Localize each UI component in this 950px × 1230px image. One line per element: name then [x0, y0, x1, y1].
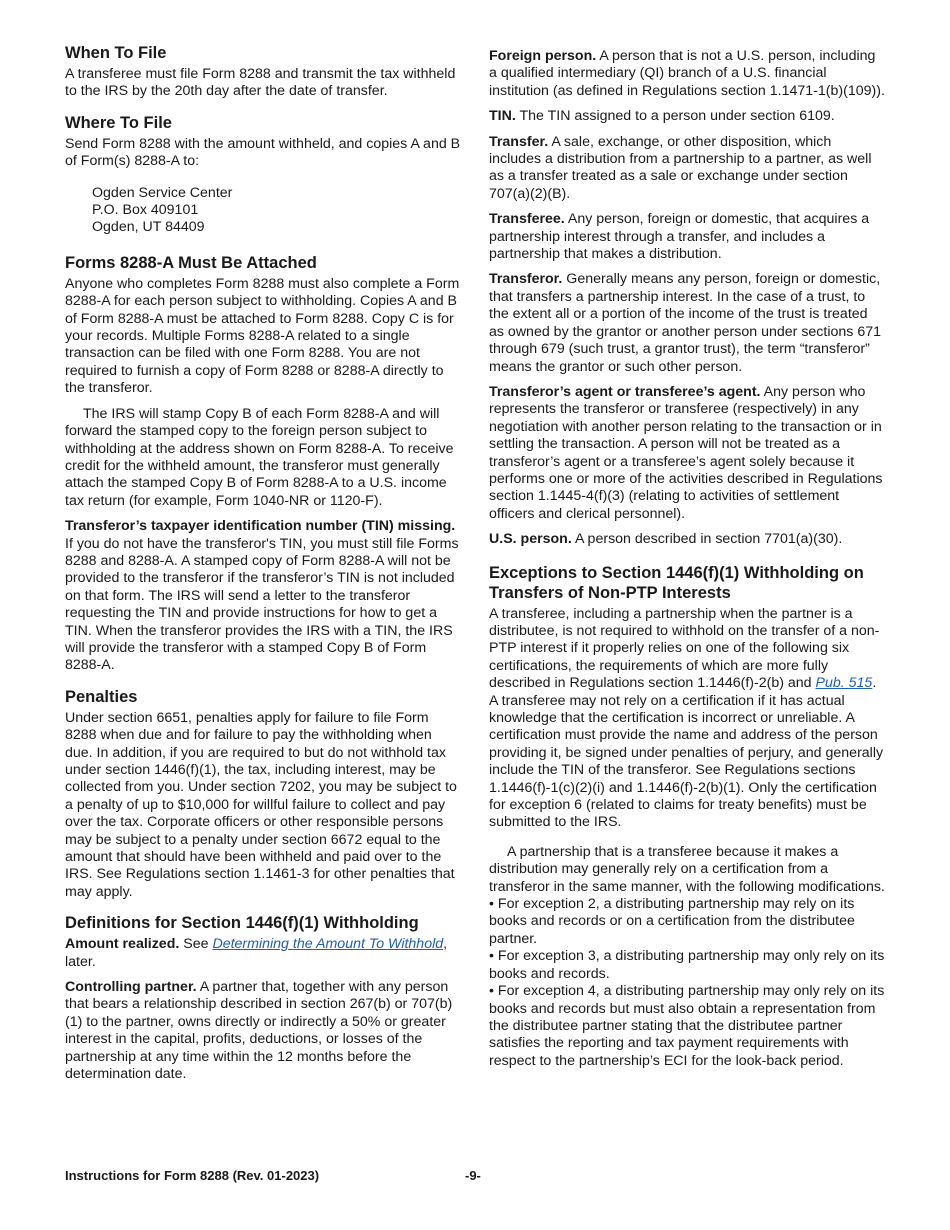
heading-exceptions: Exceptions to Section 1446(f)(1) Withholding on Transfers of Non-PTP Interests [489, 563, 864, 602]
agent-term: Transferor’s agent or transferee’s agent. [489, 383, 761, 400]
pub-515-link[interactable]: Pub. 515 [815, 675, 873, 692]
agent-text: Any person who represents the transferor or transferee (respectively) in any negotiation with another person relating to the transaction or in settling the transaction. A person will not be treated as a transferor’s agent or a transferee’s agent solely because it performs one or more of the activities described in Regulations section 1.1445-4(f)(3) (relating to activities of settlement officers and clerical personnel). [489, 383, 883, 522]
section-exceptions [489, 563, 885, 1071]
left-column [65, 43, 462, 1094]
amount-realized-paragraph [65, 936, 462, 971]
controlling-partner-term: Controlling partner. [65, 979, 197, 996]
list-item [489, 896, 885, 948]
transfer-term: Transfer. [489, 133, 549, 150]
section-forms-attached [65, 253, 462, 675]
amount-realized-text: See [179, 936, 213, 953]
tin-term: TIN. [489, 108, 516, 125]
heading-definitions: Definitions for Section 1446(f)(1) Withholding [65, 914, 419, 933]
heading-forms-attached: Forms 8288-A Must Be Attached [65, 253, 317, 272]
section-penalties [65, 687, 462, 901]
transferor-term: Transferor. [489, 271, 563, 288]
forms-attached-p2: The IRS will stamp Copy B of each Form 8288-A and will forward the stamped copy to the foreign person subject to withholding at the address shown on Form 8288-A. To receive credit for the withheld amount, the transferor must generally attach the stamped Copy B of Form 8288-A to a U.S. income tax return (for example, Form 1040-NR or 1120-F). [65, 405, 454, 509]
foreign-person-term: Foreign person. [489, 48, 597, 64]
exceptions-p2: A partnership that is a transferee because it makes a distribution may generally rely on a certification from a transferor in the same manner, with the following modifications. [489, 843, 885, 895]
foreign-person-text: A person that is not a U.S. person, including a qualified intermediary (QI) branch of a U.S. financial institution (as defined in Regulations section 1.1471-1(b)(109)). [489, 48, 885, 99]
bullet-icon: • [489, 983, 498, 1000]
foreign-person-paragraph [489, 48, 885, 100]
when-to-file-text: A transferee must file Form 8288 and transmit the tax withheld to the IRS by the 20th day after the date of transfer. [65, 66, 456, 100]
agent-paragraph [489, 384, 885, 523]
us-person-term: U.S. person. [489, 531, 572, 548]
amount-realized-term: Amount realized. [65, 936, 180, 953]
address-line: Ogden Service Center [92, 184, 233, 201]
tin-missing-paragraph [65, 518, 462, 675]
transferor-text: Generally means any person, foreign or domestic, that transfers a partnership interest. In the case of a trust, to the extent all or a portion of the income of the trust is treated as owned by the grantor or another person under sections 671 through 679 (such trust, a grantor trust), the term “transferor” means the grantor or such other person. [489, 271, 881, 375]
address-line: Ogden, UT 84409 [92, 219, 205, 236]
tin-missing-term: Transferor’s taxpayer identification number (TIN) missing. [65, 518, 456, 535]
exceptions-p1 [489, 606, 885, 832]
heading-where-to-file: Where To File [65, 113, 172, 132]
transferee-paragraph [489, 211, 885, 263]
controlling-partner-text: A partner that, together with any person that bears a relationship described in section 267(b) or 707(b)(1) to the partner, owns directly or indirectly a 50% or greater interest in the capital, profits, deductions, or losses of the partnership at any time within the 12 months before the determination date. [65, 979, 453, 1083]
where-to-file-text: Send Form 8288 with the amount withheld, and copies A and B of Form(s) 8288-A to: [65, 135, 461, 170]
address-line: P.O. Box 409101 [92, 202, 199, 219]
bullet-icon: • [489, 896, 498, 913]
transferor-paragraph [489, 271, 885, 375]
forms-attached-p1: Anyone who completes Form 8288 must also complete a Form 8288-A for each person subject to withholding. Copies A and B of Form 8288-A must be attached to Form 8288. Copy C is for your records. Multiple Forms 8288-A related to a single transaction can be filed with one Form 8288. You are not required to furnish a copy of Form 8288 or 8288-A directly to the transferor. [65, 275, 460, 397]
tin-missing-text: If you do not have the transferor's TIN, you must still file Forms 8288 and 8288-A. A stamped copy of Form 8288-A will not be provided to the transferor if the transferor’s TIN is not included on that form. The IRS will send a letter to the transferor requesting the TIN and provide instructions for how to get a TIN. When the transferor provides the IRS with a TIN, the IRS will provide the transferor with a stamped Copy B of Form 8288-A. [65, 535, 459, 674]
right-column [489, 48, 885, 1080]
transfer-paragraph [489, 134, 885, 204]
list-item [489, 948, 885, 983]
transfer-text: A sale, exchange, or other disposition, which includes a distribution from a partnership to a partner, as well as a transfer treated as a sale or exchange under section 707(a)(2)(B). [489, 133, 872, 202]
exceptions-p1-text-cont: . A transferee may not rely on a certification if it has actual knowledge that the certification is incorrect or unreliable. A certification must provide the name and address of the person providing it, be signed under penalties of perjury, and generally include the TIN of the transferor. See Regulations sections 1.1446(f)-1(c)(2)(i) and 1.1446(f)-2(b)(1). Only the certification for exception 6 (related to claims for treaty benefits) must be submitted to the IRS. [489, 675, 884, 831]
list-item [489, 983, 885, 1070]
mailing-address [92, 185, 462, 237]
heading-when-to-file: When To File [65, 44, 167, 62]
transferee-term: Transferee. [489, 211, 565, 228]
us-person-paragraph [489, 531, 885, 548]
us-person-text: A person described in section 7701(a)(30). [571, 531, 843, 548]
exceptions-p1-text: A transferee, including a partnership when the partner is a distributee, is not required to withhold on the transfer of a non-PTP interest if it properly relies on one of the following six certifications, the requirements of which are more fully described in Regulations section 1.1446(f)-2(b) and [489, 605, 880, 692]
footer-form-title: Instructions for Form 8288 (Rev. 01-2023) [65, 1168, 320, 1183]
section-where-to-file [65, 113, 462, 237]
determining-amount-link[interactable]: Determining the Amount To Withhold [212, 936, 444, 953]
transferee-text: Any person, foreign or domestic, that acquires a partnership interest through a transfer, and includes a partnership that makes a distribution. [489, 211, 870, 263]
amount-realized-suffix: , later. [65, 936, 448, 970]
page-footer [65, 1168, 885, 1186]
tin-text: The TIN assigned to a person under section 6109. [515, 108, 835, 125]
bullet-icon: • [489, 948, 498, 965]
bullet-text: For exception 2, a distributing partnership may rely on its books and records or on a certification from the distributee partner. [489, 896, 855, 947]
bullet-text: For exception 4, a distributing partnership may only rely on its books and records but must also obtain a representation from the distributee partner stating that the distributee partner satisfies the reporting and tax payment requirements with respect to the partnership’s ECI for the look-back period. [489, 983, 885, 1069]
section-when-to-file [65, 43, 462, 101]
section-definitions [65, 913, 462, 1083]
controlling-partner-paragraph [65, 979, 462, 1083]
tin-paragraph [489, 108, 885, 125]
penalties-text: Under section 6651, penalties apply for failure to file Form 8288 when due and for failure to pay the withholding when due. In addition, if you are required to but do not withhold tax under section 1446(f)(1), the tax, including interest, may be collected from you. Under section 7202, you may be subject to a penalty of up to $10,000 for willful failure to collect and pay over the tax. Corporate officers or other responsible persons may be subject to a penalty under section 6672 equal to the amount that should have been withheld and paid over to the IRS. See Regulations section 1.1461-3 for other penalties that may apply. [65, 709, 457, 900]
heading-penalties: Penalties [65, 687, 138, 706]
bullet-text: For exception 3, a distributing partnership may only rely on its books and records. [489, 948, 885, 982]
page-number: -9- [465, 1168, 481, 1183]
